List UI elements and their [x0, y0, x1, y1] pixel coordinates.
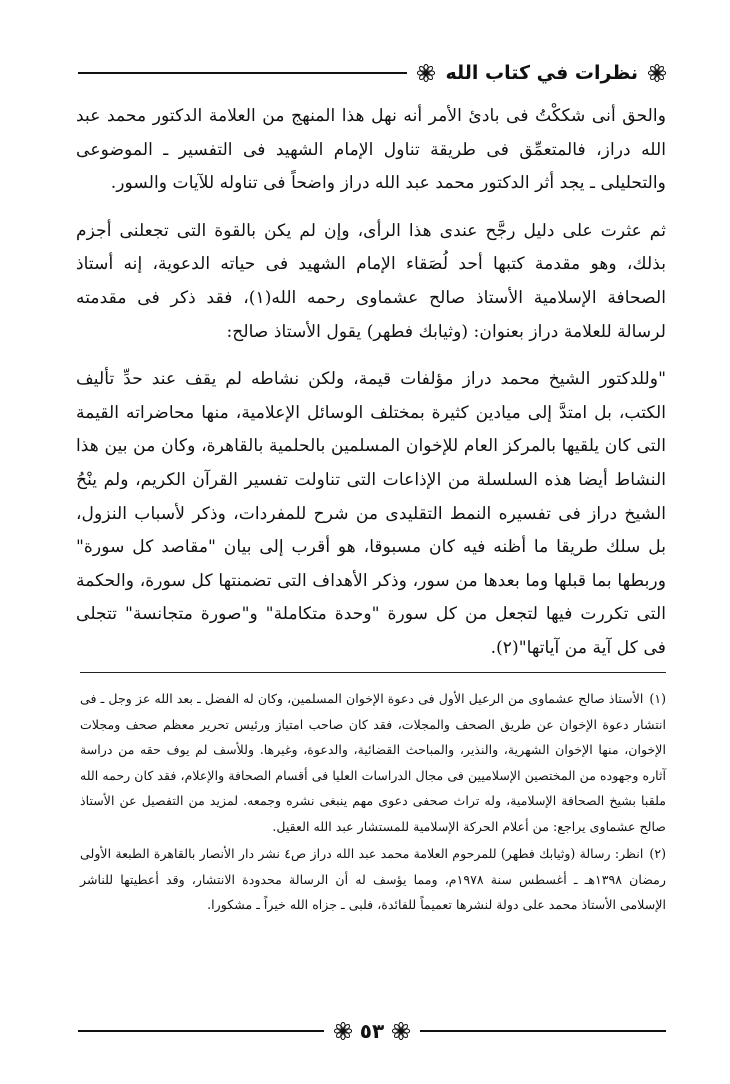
flower-ornament-icon	[392, 1022, 410, 1040]
paragraph: ثم عثرت على دليل رجَّح عندى هذا الرأى، وإن لم يكن بالقوة التى تجعلنى أجزم بذلك، وهو مقدمة كتبها أحد لُصَقاء الإمام الشهيد فى حياته الدعوية، إنه أستاذ الصحافة الإسلامية الأستاذ صالح عشماوى رحمه الله(١)، فقد ذكر فى مقدمته لرسالة للعلامة دراز بعنوان: (وثيابك فطهر) يقول الأستاذ صالح:	[76, 220, 666, 342]
running-header	[78, 58, 666, 88]
flower-center	[655, 71, 659, 75]
footnote-text: الأستاذ صالح عشماوى من الرعيل الأول فى دعوة الإخوان المسلمين، وكان له الفضل ـ بعد الله عز وجل ـ فى انتشار دعوة الإخوان عن طريق الصحف والمجلات، فقد كان صاحب امتياز ورئيس تحرير معظم صحف ومجلات الإخوان، منها الإخوان الشهرية، والنذير، والمباحث القضائية، والدعوة، وغيرها. وللأسف لم يوف حقه من دراسة آثاره وجهوده من المختصين الإسلاميين فى مجال الدراسات العليا فى أقسام الصحافة والإعلام، فقد كان رحمه الله ملقبا بشيخ الصحافة الإسلامية، وله تراث صحفى دعوى مهم ينبغى نشره وجمعه. لمزيد من التفصيل عن الأستاذ صالح عشماوى يراجع: من أعلام الحركة الإسلامية للمستشار عبد الله العقيل.	[80, 691, 666, 834]
main-text	[76, 100, 666, 666]
footnote	[80, 686, 666, 839]
flower-center	[424, 71, 428, 75]
page-number-block	[334, 1019, 410, 1043]
flower-ornament-icon	[334, 1022, 352, 1040]
footnote-marker: (٢)	[649, 846, 667, 861]
book-title-text: نظرات في كتاب الله	[445, 62, 638, 84]
header-rule	[78, 72, 407, 74]
footnotes	[80, 686, 666, 918]
footnote	[80, 841, 666, 918]
page-number: ٥٣	[359, 1019, 385, 1043]
footer-rule-right	[420, 1030, 666, 1032]
book-title	[445, 62, 638, 84]
footnote-marker: (١)	[649, 691, 666, 706]
footnote-text: انظر: رسالة (وثيابك فطهر) للمرحوم العلامة محمد عبد الله دراز ص٤ نشر دار الأنصار بالقاهرة الطبعة الأولى رمضان ١٣٩٨هـ ـ أغسطس سنة ١٩٧٨م، ومما يؤسف له أن الرسالة محدودة الانتشار، وقد أعطيتها للناشر الإسلامى الأستاذ محمد على دولة لنشرها تعميماً للفائدة، فلبى ـ جزاه الله خيراً ـ مشكورا.	[80, 846, 666, 912]
flower-center	[341, 1029, 345, 1033]
footnote-separator	[80, 672, 666, 673]
paragraph: "وللدكتور الشيخ محمد دراز مؤلفات قيمة، ولكن نشاطه لم يقف عند حدِّ تأليف الكتب، بل امتدَّ إلى ميادين كثيرة بمختلف الوسائل الإعلامية، منها محاضراته القيمة التى كان يلقيها بالمركز العام للإخوان المسلمين بالحلمية بالقاهرة، وكان من بين هذا النشاط أيضا هذه السلسلة من الإذاعات التى تناولت تفسير القرآن الكريم، ولم ينْحُ الشيخ دراز فى تفسيره النمط التقليدى من شرح للمفردات، وذكر لأسباب النزول، بل سلك طريقا ما أظنه فيه كان مسبوقا، هو أقرب إلى بيان "مقاصد كل سورة" وربطها بما قبلها وما بعدها من سور، وذكر الأهداف التى تضمنتها كل سورة، والحكمة التى تكررت فيها لتجعل من كل سورة "وحدة متكاملة" و"صورة متجانسة" تتجلى فى كل آية من آياتها"(٢).	[76, 369, 666, 658]
flower-center	[399, 1029, 403, 1033]
footer-rule-left	[78, 1030, 324, 1032]
paragraph: والحق أنى شككْتُ فى بادئ الأمر أنه نهل هذا المنهج من العلامة الدكتور محمد عبد الله دراز، فالمتعمِّق فى طريقة تناول الإمام الشهيد فى التفسير ـ الموضوعى والتحليلى ـ يجد أثر الدكتور محمد عبد الله دراز واضحاً فى تناوله للآيات والسور.	[76, 106, 666, 194]
flower-ornament-icon	[648, 64, 666, 82]
flower-ornament-icon	[417, 64, 435, 82]
page-footer	[78, 1016, 666, 1046]
